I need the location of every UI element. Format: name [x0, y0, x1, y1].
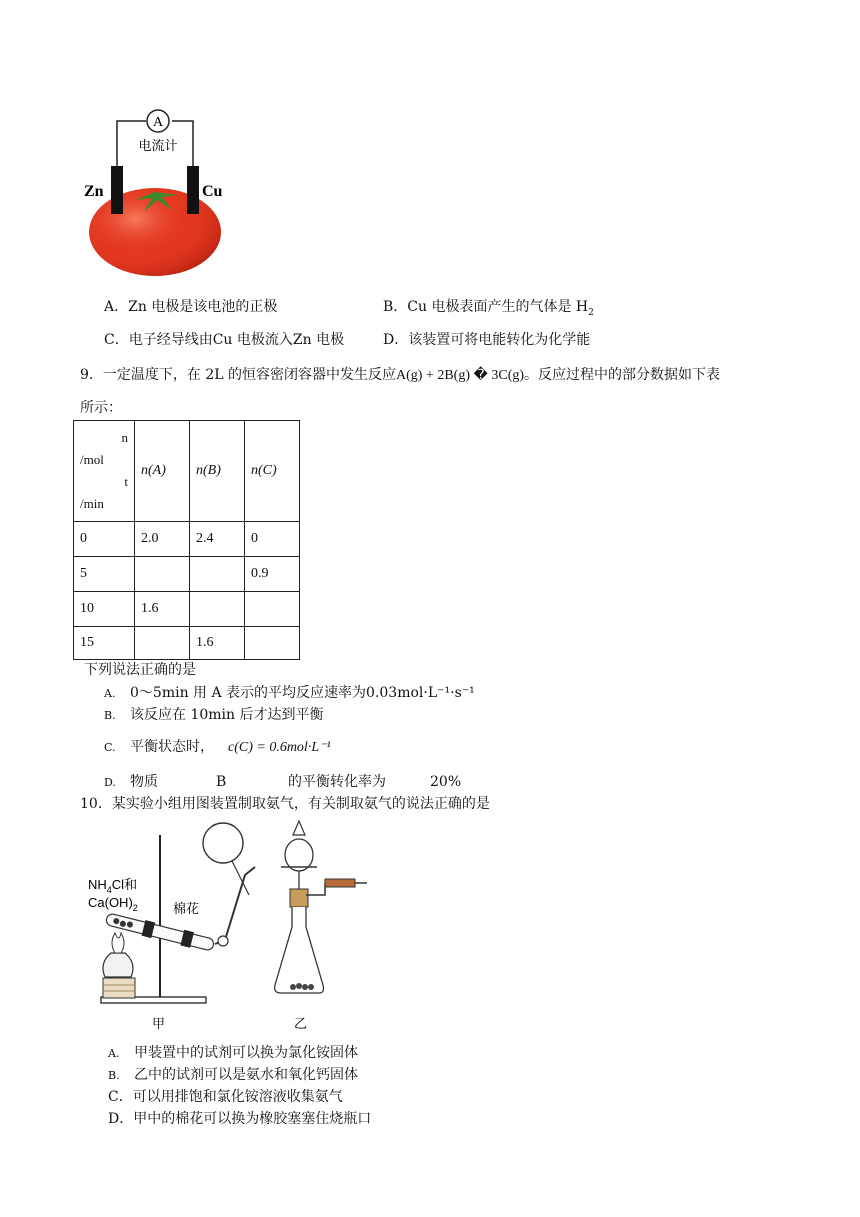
option-text: 可以用排饱和氯化铵溶液收集氨气 — [132, 1089, 343, 1105]
reagent-subscript: 4 — [106, 885, 112, 895]
q9-option-b — [104, 705, 323, 726]
option-word: 物质 — [130, 774, 158, 790]
q8-option-a — [104, 297, 277, 317]
reagent-subscript: 2 — [132, 903, 138, 913]
cotton-label: 棉花 — [173, 902, 200, 917]
option-letter: C． — [104, 332, 129, 348]
option-text: 该反应在 10min 后才达到平衡 — [130, 707, 324, 723]
option-text: 甲装置中的试剂可以换为氯化铵固体 — [134, 1045, 358, 1061]
reagent-label: Cl和 — [111, 877, 138, 892]
table-cell — [135, 627, 190, 660]
reaction-equation: A(g) + 2B(g) � 3C(g) — [396, 368, 525, 383]
header-mol: /mol — [80, 452, 104, 467]
table-header-row — [74, 421, 300, 522]
table-cell: 1.6 — [135, 592, 190, 627]
svg-text:NH4Cl和 — [88, 877, 137, 895]
stem-text: 10．某实验小组用图装置制取氨气，有关制取氨气的说法正确的是 — [80, 796, 490, 812]
q10-option-b — [108, 1065, 358, 1086]
option-letter: A． — [104, 299, 129, 315]
option-letter: D． — [108, 1111, 134, 1127]
svg-text:Ca(OH)2 — [88, 895, 138, 913]
option-word: 的平衡转化率为 — [288, 774, 386, 790]
table-cell: 2.4 — [190, 522, 245, 557]
q10-option-d — [108, 1109, 371, 1129]
option-letter: D． — [383, 332, 409, 348]
ammeter-symbol: A — [152, 115, 164, 130]
q10-stem — [80, 794, 490, 814]
figure-caption-left: 甲 — [152, 1017, 166, 1032]
table-cell — [245, 592, 300, 627]
option-letter: D. — [104, 776, 116, 789]
q8-option-d — [383, 330, 590, 350]
q10-option-a — [108, 1043, 358, 1064]
option-text: 该装置可将电能转化为化学能 — [408, 332, 591, 348]
table-row — [74, 592, 300, 627]
table-cell — [190, 592, 245, 627]
ammeter-caption: 电流计 — [138, 139, 178, 154]
q8-option-c — [104, 330, 344, 350]
option-text: 平衡状态时， — [130, 739, 214, 755]
table-cell: 5 — [74, 557, 135, 592]
table-cell — [135, 557, 190, 592]
header-n: n — [121, 430, 128, 445]
stem-text: 9．一定温度下，在 2L 的恒容密闭容器中发生反应 — [80, 367, 397, 383]
option-text: Zn 电极是该电池的正极 — [128, 299, 278, 315]
header-t: t — [124, 474, 128, 489]
stem-text: 。反应过程中的部分数据如下表 — [524, 367, 721, 383]
col-header: n(C) — [245, 421, 300, 522]
math-expression: c(C) = 0.6mol·L⁻¹ — [228, 740, 331, 755]
option-letter: B. — [104, 709, 116, 722]
option-text: 甲中的棉花可以换为橡胶塞塞住烧瓶口 — [133, 1111, 372, 1127]
table-cell: 15 — [74, 627, 135, 660]
q9-option-a — [104, 683, 475, 704]
ammonia-apparatus-figure — [85, 815, 405, 1040]
tomato-battery-figure — [80, 100, 240, 280]
option-letter: C． — [108, 1089, 133, 1105]
table-cell: 0 — [74, 522, 135, 557]
option-letter: A. — [104, 687, 116, 700]
q10-option-c — [108, 1087, 343, 1107]
prompt-text: 下列说法正确的是 — [84, 662, 196, 678]
table-row — [74, 557, 300, 592]
table-cell: 2.0 — [135, 522, 190, 557]
col-header: n(A) — [135, 421, 190, 522]
q8-option-b — [383, 297, 594, 323]
option-text: 0～5min 用 A 表示的平均反应速率为0.03mol·L⁻¹·s⁻¹ — [130, 685, 475, 701]
q9-prompt — [84, 660, 196, 680]
table-cell — [245, 627, 300, 660]
option-text: Cu 电极表面产生的气体是 H — [407, 299, 589, 315]
reagent-label: Ca(OH) — [88, 895, 133, 910]
subscript: 2 — [588, 307, 594, 318]
header-diag-cell — [74, 421, 135, 522]
option-word: 20% — [430, 774, 462, 790]
q9-option-c — [104, 737, 331, 758]
option-letter: C. — [104, 741, 116, 754]
option-text: 乙中的试剂可以是氨水和氧化钙固体 — [134, 1067, 358, 1083]
table-row — [74, 627, 300, 660]
table-cell: 0 — [245, 522, 300, 557]
table-cell: 10 — [74, 592, 135, 627]
option-text: 电子经导线由Cu 电极流入Zn 电极 — [128, 332, 345, 348]
option-letter: A. — [108, 1047, 120, 1060]
table-cell: 1.6 — [190, 627, 245, 660]
col-header: n(B) — [190, 421, 245, 522]
stem-text: 所示： — [80, 400, 122, 416]
table-row — [74, 522, 300, 557]
option-word: B — [216, 774, 227, 790]
table-cell — [190, 557, 245, 592]
figure-caption-right: 乙 — [294, 1017, 308, 1032]
q9-option-d — [104, 772, 461, 793]
header-min: /min — [80, 496, 104, 511]
cu-label: Cu — [202, 183, 223, 200]
zn-label: Zn — [84, 183, 104, 200]
option-letter: B. — [108, 1069, 120, 1082]
option-letter: B． — [383, 299, 408, 315]
q9-stem-line1 — [80, 365, 720, 386]
data-table — [73, 420, 300, 660]
q9-stem-line2 — [80, 398, 122, 418]
reagent-label: NH — [88, 877, 107, 892]
table-cell: 0.9 — [245, 557, 300, 592]
